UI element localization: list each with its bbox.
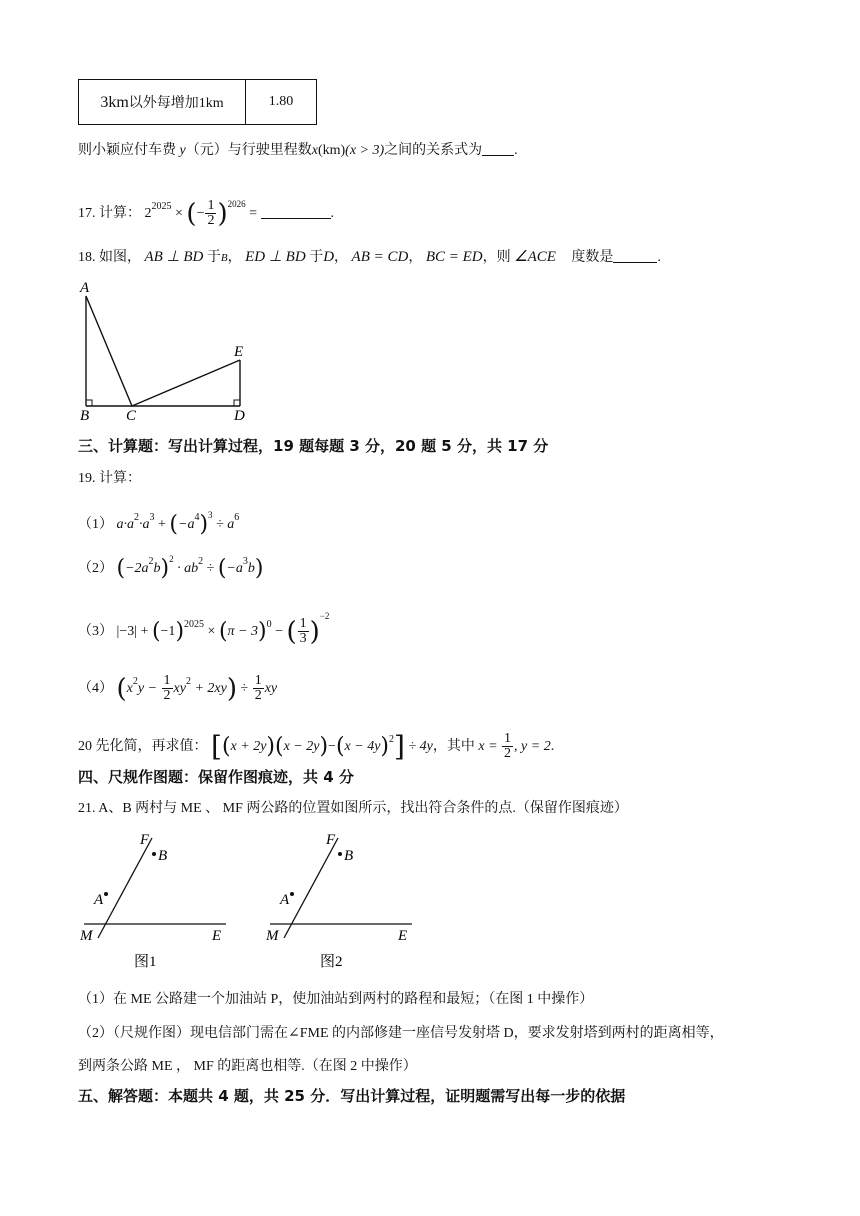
label-B: B: [158, 848, 168, 864]
q18-cond-2: ED ⊥ BD: [245, 249, 306, 265]
q17-equals: =: [249, 206, 258, 221]
q19-p2-exp: 3: [242, 556, 248, 567]
q20: 20 先化简，再求值： $[(x + 2y)(x - 2y)-(x - 4y)^2] \div 4y$，其中 x = $\frac{1}{2}$ , y = 2.: [78, 729, 555, 763]
q19-p3-op: +: [140, 624, 149, 639]
q19-p2-term: −a: [226, 561, 243, 576]
q20-label: 先化简，再求值：: [95, 739, 208, 754]
q21-figure-1: [74, 826, 244, 974]
label-F: F: [326, 832, 336, 848]
frac-den: 2: [163, 688, 171, 704]
q16-period: .: [514, 143, 518, 158]
figure-1-caption: 图1: [134, 954, 157, 970]
q16-var-x: x: [311, 143, 318, 158]
q20-x: x =: [478, 739, 498, 754]
fare-rule-distance: 3km: [100, 94, 129, 111]
q18-number: 18.: [78, 250, 96, 265]
fare-table-rule-cell: [79, 80, 246, 125]
q19-p1-term: a·a: [116, 517, 134, 532]
fare-rule-unit: 1km: [198, 96, 224, 111]
frac-den: 3: [299, 631, 307, 647]
q19-p1-exp: 3: [208, 510, 213, 520]
q18-cond-3: AB = CD: [351, 249, 409, 265]
q20-fraction: [502, 732, 513, 761]
q17-period: .: [330, 206, 335, 221]
q19-p4-fraction2: [253, 674, 264, 703]
frac-num: 1: [299, 616, 307, 632]
q19-p3-op: ×: [207, 624, 216, 639]
q16-text-post: 之间的关系式为: [384, 143, 483, 158]
q18-text-then: ，则: [482, 250, 511, 265]
q20-term: x + 2y: [230, 739, 267, 754]
q17-frac-num: 1: [207, 198, 215, 214]
q20-term: x − 2y: [283, 739, 320, 754]
q16-text-mid: （元）与行驶里程数: [185, 143, 312, 158]
q19-p3-term: −1: [160, 624, 176, 639]
q17-frac-den: 2: [207, 213, 215, 229]
q19-p2-term: · ab: [177, 561, 199, 576]
label-A: A: [94, 892, 104, 908]
q18-comma: ，: [334, 250, 349, 265]
q18-period: .: [657, 250, 661, 265]
label-B: B: [80, 408, 90, 424]
q19-p3-op: −: [275, 624, 283, 639]
q18-text: 如图，: [99, 250, 141, 265]
q17-exp1: 2025: [151, 201, 172, 212]
label-E: E: [398, 928, 408, 944]
answer-blank[interactable]: [613, 262, 657, 263]
q19-p4-term: + 2xy: [194, 681, 227, 696]
q21-sub2-line1: （2）（尺规作图）现电信部门需在∠FME 的内部修建一座信号发射塔 D，要求发射塔到两村的距离相等，: [78, 1026, 724, 1041]
q19-p2-exp: 2: [198, 556, 204, 567]
label-E: E: [212, 928, 222, 944]
q17-exp2: 2026: [227, 199, 246, 209]
q19-p2-term: b: [153, 561, 161, 576]
q20-term: x − 4y: [344, 739, 381, 754]
q17-number: 17.: [78, 206, 96, 221]
q19-p2-exp: 2: [148, 556, 154, 567]
q19-p4-term: x: [126, 681, 133, 696]
q17-fraction: [205, 199, 216, 228]
q19-part2: （2） $(-2a^2b)^2 \cdot ab^2 \div (-a^3b)$: [78, 554, 264, 581]
label-F: F: [140, 832, 150, 848]
q20-y: , y = 2: [514, 739, 551, 754]
q19-p4-index: （4）: [78, 681, 113, 696]
q20-period: .: [550, 739, 555, 754]
q18-point-d: D: [323, 249, 335, 265]
figure-2-caption: 图2: [320, 954, 343, 970]
q20-number: 20: [78, 739, 92, 754]
q21-heading: 21. A、B 两村与 ME 、 MF 两公路的位置如图所示，找出符合条件的点.（保留作图痕迹）: [78, 801, 628, 816]
q21-sub1: （1）在 ME 公路建一个加油站 P，使加油站到两村的路程和最短；（在图 1 中操作）: [78, 992, 594, 1007]
q20-term: ÷ 4y: [408, 739, 433, 754]
q19-p4-term: xy: [264, 681, 278, 696]
q18: [78, 246, 661, 266]
q18-text-at: 于: [309, 250, 324, 265]
q18-figure: [74, 276, 264, 424]
section-3-heading: 三、计算题：写出计算过程，19 题每题 3 分，20 题 5 分，共 17 分: [78, 437, 549, 455]
q19-p4-exp: 2: [132, 676, 138, 687]
q19-p4-term: y −: [137, 681, 158, 696]
q19-heading: 19. 计算：: [78, 471, 141, 486]
q19-p2-op: ÷: [206, 561, 215, 576]
q19-p4-op: ÷: [240, 681, 249, 696]
q17-label: 计算：: [99, 206, 141, 221]
q19-p4-term: xy: [173, 681, 186, 696]
q21-sub2-line2: 到两条公路 ME ， MF 的距离也相等.（在图 2 中操作）: [78, 1059, 417, 1074]
q19-part4: （4） ($x^2y$ − $\frac{1}{2}$ $xy^2 + 2xy$) ÷ $\frac{1}{2}$ xy: [78, 673, 278, 704]
q16-relation-line: [78, 139, 518, 159]
q18-comma: ，: [227, 250, 242, 265]
q17: 17. 计算： $2^{2025}$ × (− $\frac{1}{2}$ )$^{2026}$ = .: [78, 198, 335, 229]
q19-p4-exp: 2: [185, 676, 191, 687]
label-M: M: [80, 928, 93, 944]
q16-var-y: y: [179, 143, 186, 158]
q19-p3-abs: −3: [119, 624, 135, 639]
answer-blank[interactable]: [261, 218, 331, 219]
q19-p1-exp: 3: [149, 512, 155, 523]
q19-p1-op: +: [158, 517, 166, 532]
q18-text-degree: 度数是: [571, 250, 614, 265]
q19-p1-term: ·a: [139, 517, 150, 532]
fare-rule-text: 以外每增加: [128, 96, 199, 111]
q19-p2-exp: 2: [169, 554, 174, 564]
label-A: A: [80, 280, 90, 296]
q16-condition: (x > 3): [345, 143, 385, 158]
q18-angle: ∠ACE: [514, 249, 556, 265]
label-B: B: [344, 848, 354, 864]
q19-p1-exp: 2: [134, 512, 139, 523]
q19-part1: （1） $a\cdot a^2\cdot a^3 + (-a^4)^3 \div a^6$: [78, 510, 240, 537]
section-4-heading: 四、尺规作图题：保留作图痕迹，共 4 分: [78, 768, 354, 786]
paren-right: ): [217, 198, 228, 229]
q19-p2-term: −2a: [125, 561, 149, 576]
answer-blank[interactable]: [482, 155, 514, 156]
q19-p1-term: −a: [178, 517, 195, 532]
q19-p3-exp: −2: [319, 611, 330, 621]
q18-text-at: 于: [206, 250, 221, 265]
q19-p1-term: ÷ a: [216, 517, 235, 532]
label-E: E: [234, 344, 244, 360]
frac-num: 1: [254, 673, 262, 689]
label-M: M: [266, 928, 279, 944]
fare-table-price-cell: 1.80: [246, 80, 317, 125]
q16-unit: (km): [317, 143, 346, 158]
label-A: A: [280, 892, 290, 908]
q19-p3-exp: 0: [266, 619, 272, 630]
frac-den: 2: [504, 746, 512, 762]
q20-op: −: [328, 739, 336, 754]
q19-p3-exp: 2025: [184, 619, 205, 630]
q19-p1-exp: 6: [234, 512, 240, 523]
frac-num: 1: [504, 731, 512, 747]
section-5-heading: 五、解答题：本题共 4 题，共 25 分．写出计算过程，证明题需写出每一步的依据: [78, 1087, 626, 1105]
q19-p2-term: b: [247, 561, 255, 576]
q16-text: 则小颖应付车费: [78, 143, 176, 158]
q19-p2-index: （2）: [78, 561, 113, 576]
q21-figure-2: [260, 826, 430, 974]
q19-p3-index: （3）: [78, 624, 113, 639]
q19-p3-term: π − 3: [227, 624, 258, 639]
q17-times: ×: [175, 206, 183, 221]
q18-cond-4: BC = ED: [425, 249, 483, 265]
frac-den: 2: [254, 688, 262, 704]
label-C: C: [126, 408, 137, 424]
q19-p1-index: （1）: [78, 517, 113, 532]
q18-comma: ，: [408, 250, 423, 265]
q20-exp: 2: [389, 734, 395, 745]
fare-table: [78, 79, 317, 125]
q17-base: 2: [144, 206, 152, 221]
paren-left: (: [186, 198, 197, 229]
q20-where: ，其中: [432, 739, 475, 754]
q18-point-b: B: [220, 252, 228, 264]
q18-cond-1: AB ⊥ BD: [144, 249, 204, 265]
label-D: D: [234, 408, 245, 424]
q19-p4-fraction: [162, 674, 173, 703]
q19-p3-fraction: [298, 617, 309, 646]
q19-part3: （3） $|-3| + (-1)^{2025} \times (\pi - 3)^0$ − ( $\frac{1}{3}$ )$^{-2}$: [78, 611, 330, 647]
frac-num: 1: [163, 673, 171, 689]
q19-p1-exp: 4: [194, 512, 200, 523]
